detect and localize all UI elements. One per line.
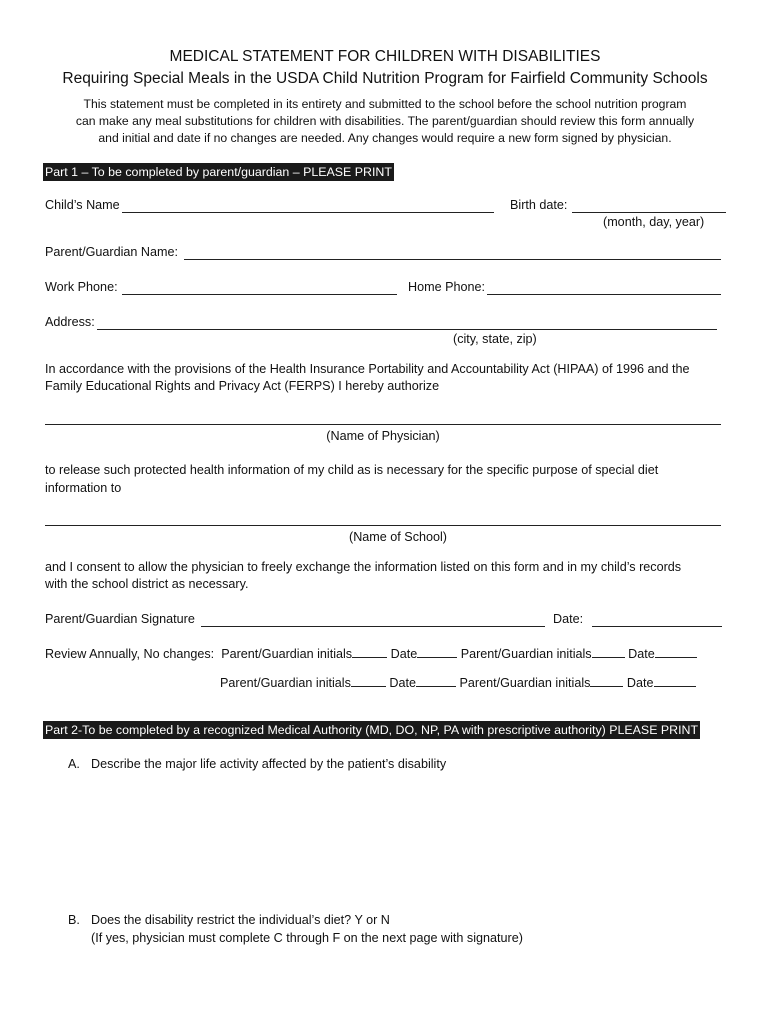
consent-text-line-2: with the school district as necessary.	[45, 577, 249, 591]
form-title: MEDICAL STATEMENT FOR CHILDREN WITH DISABILITIES	[169, 48, 601, 65]
address-hint: (city, state, zip)	[453, 332, 537, 346]
birth-date-hint: (month, day, year)	[603, 215, 705, 229]
consent-text-line-1: and I consent to allow the physician to freely exchange the information listed on this form and in my child’s records	[45, 560, 682, 574]
initials-field-2[interactable]	[592, 657, 625, 658]
review-label: Review Annually, No changes:	[45, 647, 215, 661]
review-date-field-3[interactable]	[416, 686, 456, 687]
initials-label: Parent/Guardian initials	[220, 676, 351, 690]
item-a-answer-area[interactable]	[91, 780, 721, 900]
signature-field[interactable]	[201, 626, 545, 627]
child-name-field[interactable]	[122, 212, 494, 213]
signature-label: Parent/Guardian Signature	[45, 612, 195, 626]
release-text-line-2: information to	[45, 481, 122, 495]
item-b-note: (If yes, physician must complete C through F on the next page with signature)	[91, 931, 523, 945]
initials-field-4[interactable]	[590, 686, 623, 687]
part1-heading: Part 1 – To be completed by parent/guardian – PLEASE PRINT	[45, 165, 392, 179]
review-date-label: Date	[626, 676, 654, 690]
review-date-label: Date	[628, 647, 655, 661]
school-hint: (Name of School)	[349, 530, 447, 544]
review-annually-row-1	[45, 647, 697, 661]
review-date-field-2[interactable]	[655, 657, 697, 658]
parent-name-label: Parent/Guardian Name:	[45, 245, 179, 259]
home-phone-label: Home Phone:	[408, 280, 486, 294]
hipaa-text-line-2: Family Educational Rights and Privacy Act (FERPS) I hereby authorize	[45, 379, 440, 393]
initials-label: Parent/Guardian initials	[459, 676, 591, 690]
parent-name-field[interactable]	[184, 259, 721, 260]
work-phone-field[interactable]	[122, 294, 397, 295]
initials-label: Parent/Guardian initials	[221, 647, 353, 661]
review-annually-row-2	[220, 676, 696, 690]
birth-date-label: Birth date:	[510, 198, 568, 212]
work-phone-label: Work Phone:	[45, 280, 118, 294]
school-name-field[interactable]	[45, 525, 721, 526]
child-name-label: Child’s Name	[45, 198, 120, 212]
physician-hint: (Name of Physician)	[326, 429, 440, 443]
review-date-field-1[interactable]	[417, 657, 457, 658]
review-date-field-4[interactable]	[654, 686, 696, 687]
intro-line-1: This statement must be completed in its entirety and submitted to the school before the school nutrition program	[83, 97, 687, 111]
review-date-label: Date	[389, 676, 417, 690]
release-text-line-1: to release such protected health information of my child as is necessary for the specific purpose of special diet	[45, 463, 659, 477]
intro-line-2: can make any meal substitutions for children with disabilities. The parent/guardian should review this form annually	[75, 114, 695, 128]
signature-date-field[interactable]	[592, 626, 722, 627]
physician-name-field[interactable]	[45, 424, 721, 425]
item-b-text: Does the disability restrict the individual’s diet? Y or N	[91, 913, 390, 927]
initials-field-1[interactable]	[352, 657, 387, 658]
initials-field-3[interactable]	[351, 686, 386, 687]
part2-heading: Part 2-To be completed by a recognized Medical Authority (MD, DO, NP, PA with prescriptive authority) PLEASE PRINT	[45, 723, 699, 737]
address-label: Address:	[45, 315, 95, 329]
item-a-marker: A.	[68, 757, 80, 771]
form-subtitle: Requiring Special Meals in the USDA Child Nutrition Program for Fairfield Community Schools	[62, 70, 708, 87]
birth-date-field[interactable]	[572, 212, 726, 213]
intro-line-3: and initial and date if no changes are needed. Any changes would require a new form signed by physician.	[98, 131, 672, 145]
review-date-label: Date	[390, 647, 418, 661]
initials-label: Parent/Guardian initials	[460, 647, 592, 661]
item-a-text: Describe the major life activity affected by the patient’s disability	[91, 757, 447, 771]
signature-date-label: Date:	[553, 612, 584, 626]
address-field[interactable]	[97, 329, 717, 330]
home-phone-field[interactable]	[487, 294, 721, 295]
item-b-marker: B.	[68, 913, 80, 927]
hipaa-text-line-1: In accordance with the provisions of the Health Insurance Portability and Accountability Act (HIPAA) of 1996 and the	[45, 362, 690, 376]
